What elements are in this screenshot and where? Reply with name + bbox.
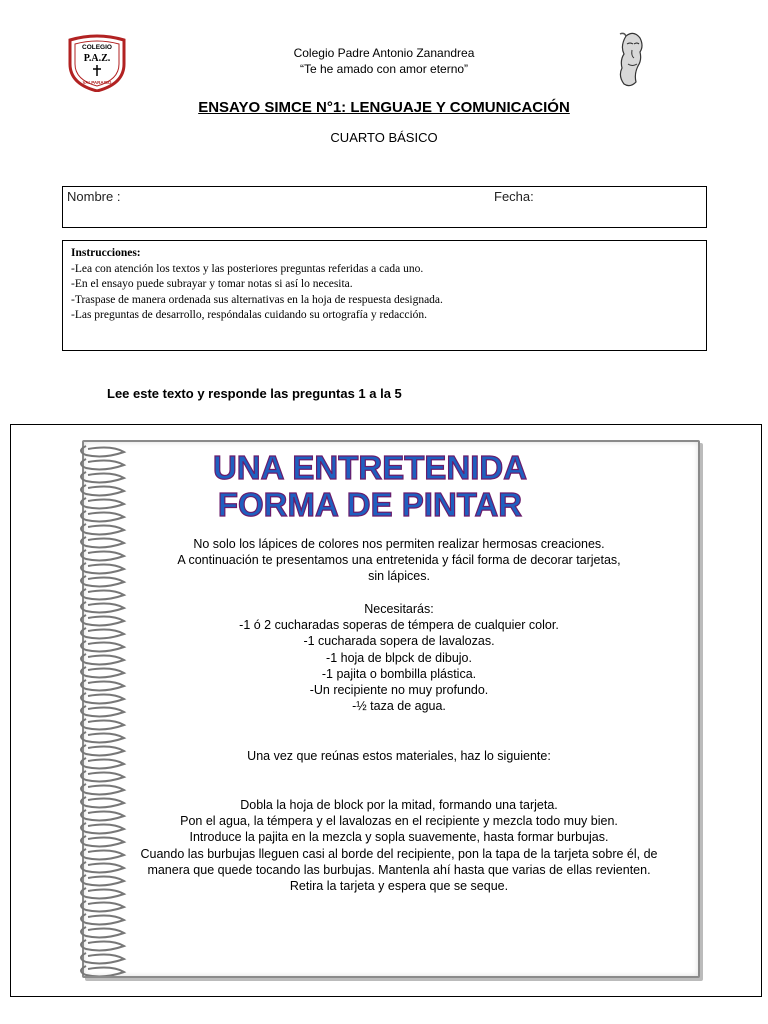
spiral-ring [81, 914, 124, 924]
spiral-ring [81, 901, 124, 911]
spiral-ring [81, 485, 124, 495]
steps-list [100, 797, 698, 894]
date-label: Fecha: [494, 189, 534, 204]
spiral-ring [81, 472, 124, 482]
spiral-ring [81, 511, 124, 521]
priest-portrait-icon [612, 30, 652, 90]
story-title-line-1: UNA ENTRETENIDA [212, 449, 528, 486]
story-line: No solo los lápices de colores nos permiten realizar hermosas creaciones. [193, 537, 605, 551]
school-motto: “Te he amado con amor eterno” [299, 62, 469, 76]
story-intro [100, 536, 698, 585]
story-transition: Una vez que reúnas estos materiales, haz lo siguiente: [247, 749, 551, 763]
spiral-ring [81, 953, 124, 963]
spiral-ring [81, 940, 124, 950]
step-line: Pon el agua, la témpera y el lavalozas en el recipiente y mezcla todo muy bien. [180, 814, 618, 829]
spiral-ring [81, 589, 124, 599]
student-info-box [62, 186, 707, 228]
logo-text-paz: P.A.Z. [83, 53, 111, 64]
instructions-box [62, 240, 707, 351]
spiral-ring [81, 719, 124, 729]
name-label: Nombre : [67, 189, 121, 204]
step-line: Introduce la pajita en la mezcla y sopla suavemente, hasta formar burbujas. [189, 830, 609, 845]
story-line: sin lápices. [368, 569, 430, 584]
material-item: -1 hoja de blpck de dibujo. [326, 650, 472, 665]
step-line: Retira la tarjeta y espera que se seque. [289, 879, 509, 894]
story-title-line-2: FORMA DE PINTAR [217, 486, 523, 523]
material-item: -Un recipiente no muy profundo. [309, 683, 489, 698]
instruction-item: -Lea con atención los textos y las posteriores preguntas referidas a cada uno. [71, 262, 424, 275]
instructions-title: Instrucciones: [71, 247, 141, 259]
material-item: -½ taza de agua. [352, 699, 446, 714]
materials-heading: Necesitarás: [364, 602, 434, 616]
material-item: -1 pajita o bombilla plástica. [321, 666, 477, 681]
instruction-item: -En el ensayo puede subrayar y tomar notas si así lo necesita. [71, 278, 353, 290]
spiral-ring [81, 498, 124, 508]
spiral-ring [81, 524, 124, 534]
spiral-ring [81, 459, 124, 469]
exam-title: ENSAYO SIMCE N°1: LENGUAJE Y COMUNICACIÓN [198, 99, 570, 116]
logo-text-valparaiso: VALPARAISO [82, 80, 112, 85]
spiral-ring [81, 927, 124, 937]
material-item: -1 ó 2 cucharadas soperas de témpera de cualquier color. [239, 618, 559, 633]
spiral-ring [81, 446, 124, 456]
grade-level: CUARTO BÁSICO [330, 130, 438, 145]
step-line: manera que quede tocando las burbujas. Mantenla ahí hasta que varias de ellas revienten. [147, 862, 651, 877]
school-name: Colegio Padre Antonio Zanandrea [293, 46, 475, 60]
story-line: A continuación te presentamos una entretenida y fácil forma de decorar tarjetas, [177, 553, 621, 568]
step-line: Cuando las burbujas lleguen casi al borde del recipiente, pon la tapa de la tarjeta sobre él, de [140, 846, 658, 861]
instruction-item: -Traspase de manera ordenada sus alternativas en la hoja de respuesta designada. [71, 293, 443, 306]
step-line: Dobla la hoja de block por la mitad, formando una tarjeta. [240, 798, 558, 812]
reading-lead-in: Lee este texto y responde las preguntas 1 a la 5 [107, 386, 402, 401]
story-title [160, 446, 580, 526]
material-item: -1 cucharada sopera de lavalozas. [303, 634, 495, 649]
instruction-item: -Las preguntas de desarrollo, respóndalas cuidando su ortografía y redacción. [71, 309, 428, 321]
spiral-ring [81, 784, 124, 794]
materials-list [100, 601, 698, 714]
spiral-ring [81, 732, 124, 742]
spiral-ring [81, 771, 124, 781]
logo-text-colegio: COLEGIO [82, 44, 112, 51]
spiral-ring [81, 966, 124, 976]
